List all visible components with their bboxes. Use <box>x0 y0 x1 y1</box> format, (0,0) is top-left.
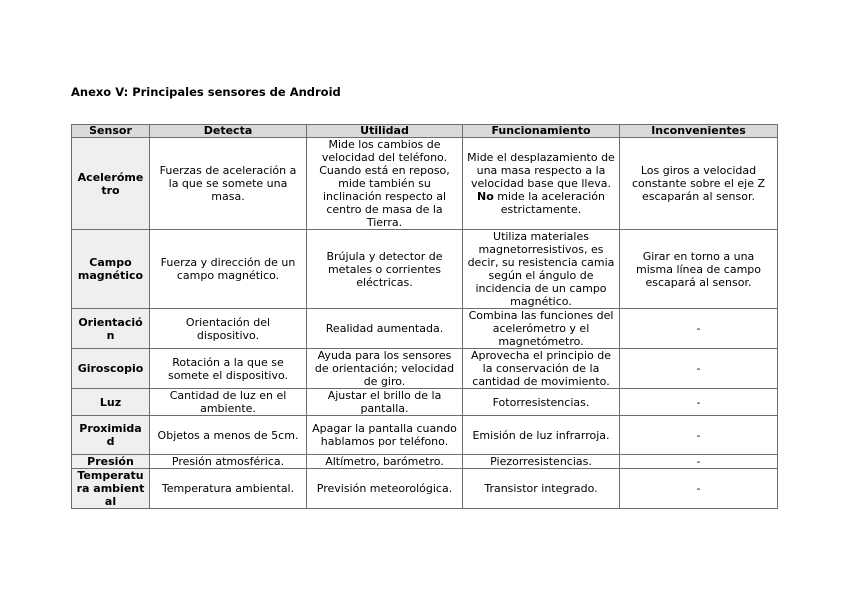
sensor-name-cell: Acelerómetro <box>72 138 150 230</box>
utilidad-cell: Ajustar el brillo de la pantalla. <box>307 389 463 416</box>
sensor-name-cell: Temperatura ambiental <box>72 469 150 509</box>
funcionamiento-emphasis: No <box>476 190 494 203</box>
funcionamiento-cell: Piezorresistencias. <box>463 455 620 469</box>
detecta-cell: Orientación del dispositivo. <box>150 309 307 349</box>
sensor-name-cell: Giroscopio <box>72 349 150 389</box>
funcionamiento-cell: Combina las funciones del acelerómetro y el magnetómetro. <box>463 309 620 349</box>
detecta-cell: Presión atmosférica. <box>150 455 307 469</box>
document-title: Anexo V: Principales sensores de Android <box>71 85 341 99</box>
sensor-name-cell: Proximidad <box>72 416 150 455</box>
detecta-cell: Objetos a menos de 5cm. <box>150 416 307 455</box>
utilidad-cell: Apagar la pantalla cuando hablamos por teléfono. <box>307 416 463 455</box>
table-row <box>72 230 778 309</box>
table-row <box>72 349 778 389</box>
inconvenientes-cell: - <box>620 416 778 455</box>
utilidad-cell: Altímetro, barómetro. <box>307 455 463 469</box>
inconvenientes-cell: - <box>620 469 778 509</box>
funcionamiento-text: Mide el desplazamiento de una masa respecto a la velocidad base que lleva. <box>467 151 615 190</box>
detecta-cell: Fuerza y dirección de un campo magnético. <box>150 230 307 309</box>
inconvenientes-cell: - <box>620 389 778 416</box>
utilidad-cell: Mide los cambios de velocidad del teléfono. Cuando está en reposo, mide también su inclinación respecto al centro de masa de la Tierra. <box>307 138 463 230</box>
inconvenientes-cell: Los giros a velocidad constante sobre el eje Z escaparán al sensor. <box>620 138 778 230</box>
table-row <box>72 469 778 509</box>
utilidad-cell: Previsión meteorológica. <box>307 469 463 509</box>
header-inconvenientes: Inconvenientes <box>620 125 778 138</box>
utilidad-cell: Realidad aumentada. <box>307 309 463 349</box>
detecta-cell: Fuerzas de aceleración a la que se somete una masa. <box>150 138 307 230</box>
utilidad-cell: Brújula y detector de metales o corrientes eléctricas. <box>307 230 463 309</box>
inconvenientes-cell: Girar en torno a una misma línea de campo escapará al sensor. <box>620 230 778 309</box>
table-row <box>72 389 778 416</box>
header-funcionamiento: Funcionamiento <box>463 125 620 138</box>
inconvenientes-cell: - <box>620 349 778 389</box>
funcionamiento-cell: Aprovecha el principio de la conservación de la cantidad de movimiento. <box>463 349 620 389</box>
sensor-name-cell: Campo magnético <box>72 230 150 309</box>
table-row <box>72 455 778 469</box>
table-row <box>72 416 778 455</box>
funcionamiento-cell <box>463 138 620 230</box>
header-detecta: Detecta <box>150 125 307 138</box>
header-utilidad: Utilidad <box>307 125 463 138</box>
funcionamiento-cell: Transistor integrado. <box>463 469 620 509</box>
sensor-name-cell: Luz <box>72 389 150 416</box>
detecta-cell: Temperatura ambiental. <box>150 469 307 509</box>
header-sensor: Sensor <box>72 125 150 138</box>
funcionamiento-cell: Emisión de luz infrarroja. <box>463 416 620 455</box>
sensors-table <box>71 124 778 509</box>
funcionamiento-text-end: mide la aceleración estrictamente. <box>493 190 606 216</box>
utilidad-cell: Ayuda para los sensores de orientación; velocidad de giro. <box>307 349 463 389</box>
sensor-name-cell: Orientación <box>72 309 150 349</box>
detecta-cell: Cantidad de luz en el ambiente. <box>150 389 307 416</box>
detecta-cell: Rotación a la que se somete el dispositivo. <box>150 349 307 389</box>
inconvenientes-cell: - <box>620 309 778 349</box>
table-row <box>72 138 778 230</box>
inconvenientes-cell: - <box>620 455 778 469</box>
table-row <box>72 309 778 349</box>
sensor-name-cell: Presión <box>72 455 150 469</box>
table-header-row <box>72 125 778 138</box>
funcionamiento-cell: Fotorresistencias. <box>463 389 620 416</box>
funcionamiento-cell: Utiliza materiales magnetorresistivos, es decir, su resistencia camia según el ángulo de incidencia de un campo magnético. <box>463 230 620 309</box>
